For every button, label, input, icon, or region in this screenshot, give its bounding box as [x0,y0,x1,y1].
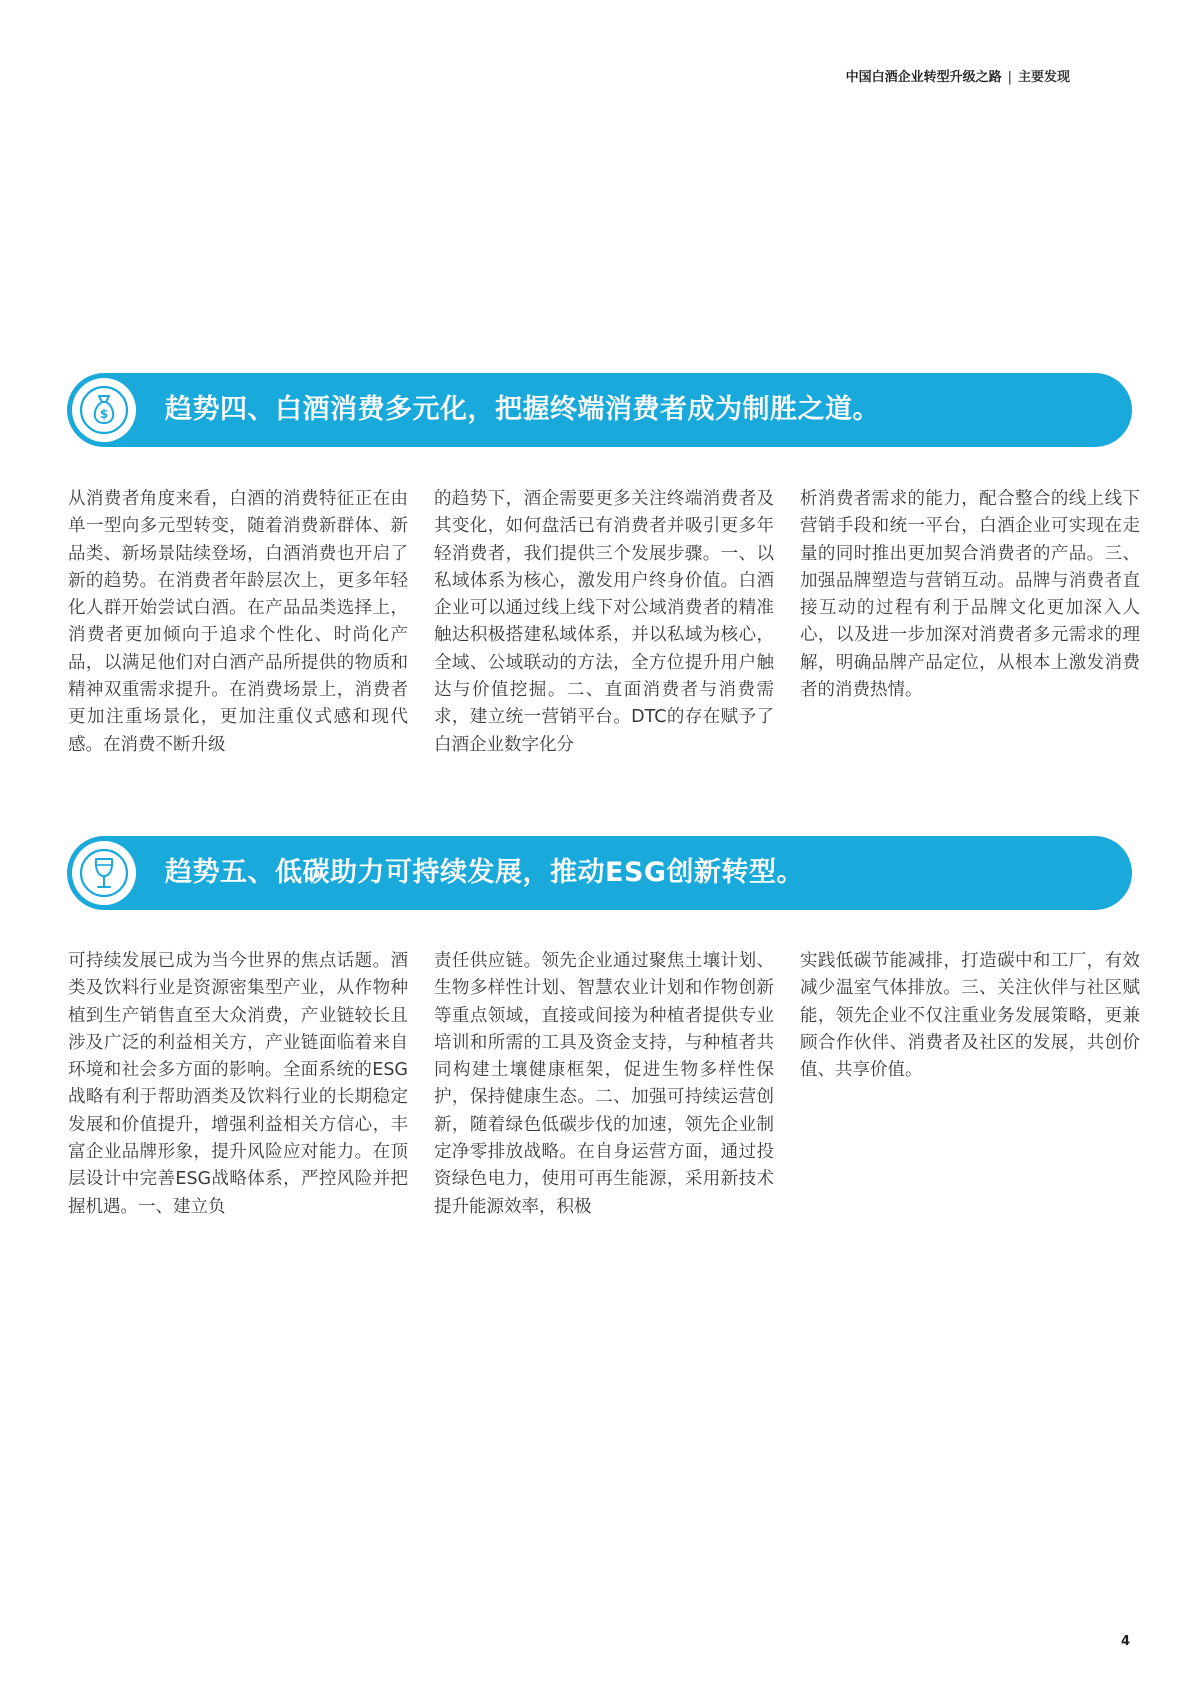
running-header [846,66,1070,85]
trend-5-column-2: 责任供应链。领先企业通过聚焦土壤计划、生物多样性计划、智慧农业计划和作物创新等重点领域，直接或间接为种植者提供专业培训和所需的工具及资金支持，与种植者共同构建土壤健康框架，促进生物多样性保护，保持健康生态。二、加强可持续运营创新，随着绿色低碳步伐的加速，领先企业制定净零排放战略。在自身运营方面，通过投资绿色电力，使用可再生能源，采用新技术提升能源效率，积极 [434,951,774,1217]
trend-4-column-2: 的趋势下，酒企需要更多关注终端消费者及其变化，如何盘活已有消费者并吸引更多年轻消费者，我们提供三个发展步骤。一、以私域体系为核心，激发用户终身价值。白酒企业可以通过线上线下对公域消费者的精准触达积极搭建私域体系，并以私域为核心，全域、公域联动的方法，全方位提升用户触达与价值挖掘。二、直面消费者与消费需求，建立统一营销平台。DTC的存在赋予了白酒企业数字化分 [434,489,774,755]
trend-4-column-1: 从消费者角度来看，白酒的消费特征正在由单一型向多元型转变，随着消费新群体、新品类、新场景陆续登场，白酒消费也开启了新的趋势。在消费者年龄层次上，更多年轻化人群开始尝试白酒。在产品品类选择上，消费者更加倾向于追求个性化、时尚化产品，以满足他们对白酒产品所提供的物质和精神双重需求提升。在消费场景上，消费者更加注重场景化，更加注重仪式感和现代感。在消费不断升级 [68,489,408,755]
trend-4-column-3: 析消费者需求的能力，配合整合的线上线下营销手段和统一平台，白酒企业可实现在走量的同时推出更加契合消费者的产品。三、加强品牌塑造与营销互动。品牌与消费者直接互动的过程有利于品牌文化更加深入人心，以及进一步加深对消费者多元需求的理解，明确品牌产品定位，从根本上激发消费者的消费热情。 [800,489,1140,701]
section-label: 主要发现 [1017,70,1070,85]
trend-4-title: 趋势四、白酒消费多元化，把握终端消费者成为制胜之道。 [165,394,880,425]
svg-text:$: $ [99,407,109,421]
trend-5-banner [67,836,1132,910]
trend-4-banner [67,373,1132,447]
wine-glass-icon [72,841,136,905]
trend-5-column-3: 实践低碳节能减排，打造碳中和工厂，有效减少温室气体排放。三、关注伙伴与社区赋能，领先企业不仅注重业务发展策略，更兼顾合作伙伴、消费者及社区的发展，共创价值、共享价值。 [800,951,1140,1081]
money-bag-icon [72,378,136,442]
trend-5-title: 趋势五、低碳助力可持续发展，推动ESG创新转型。 [165,857,805,888]
trend-5-column-1: 可持续发展已成为当今世界的焦点话题。酒类及饮料行业是资源密集型产业，从作物种植到生产销售直至大众消费，产业链较长且涉及广泛的利益相关方，产业链面临着来自环境和社会多方面的影响。全面系统的ESG战略有利于帮助酒类及饮料行业的长期稳定发展和价值提升，增强利益相关方信心，丰富企业品牌形象，提升风险应对能力。在顶层设计中完善ESG战略体系，严控风险并把握机遇。一、建立负 [68,951,408,1217]
page-number: 4 [1120,1634,1130,1649]
header-separator: | [1007,70,1012,85]
document-title: 中国白酒企业转型升级之路 [845,70,1002,85]
